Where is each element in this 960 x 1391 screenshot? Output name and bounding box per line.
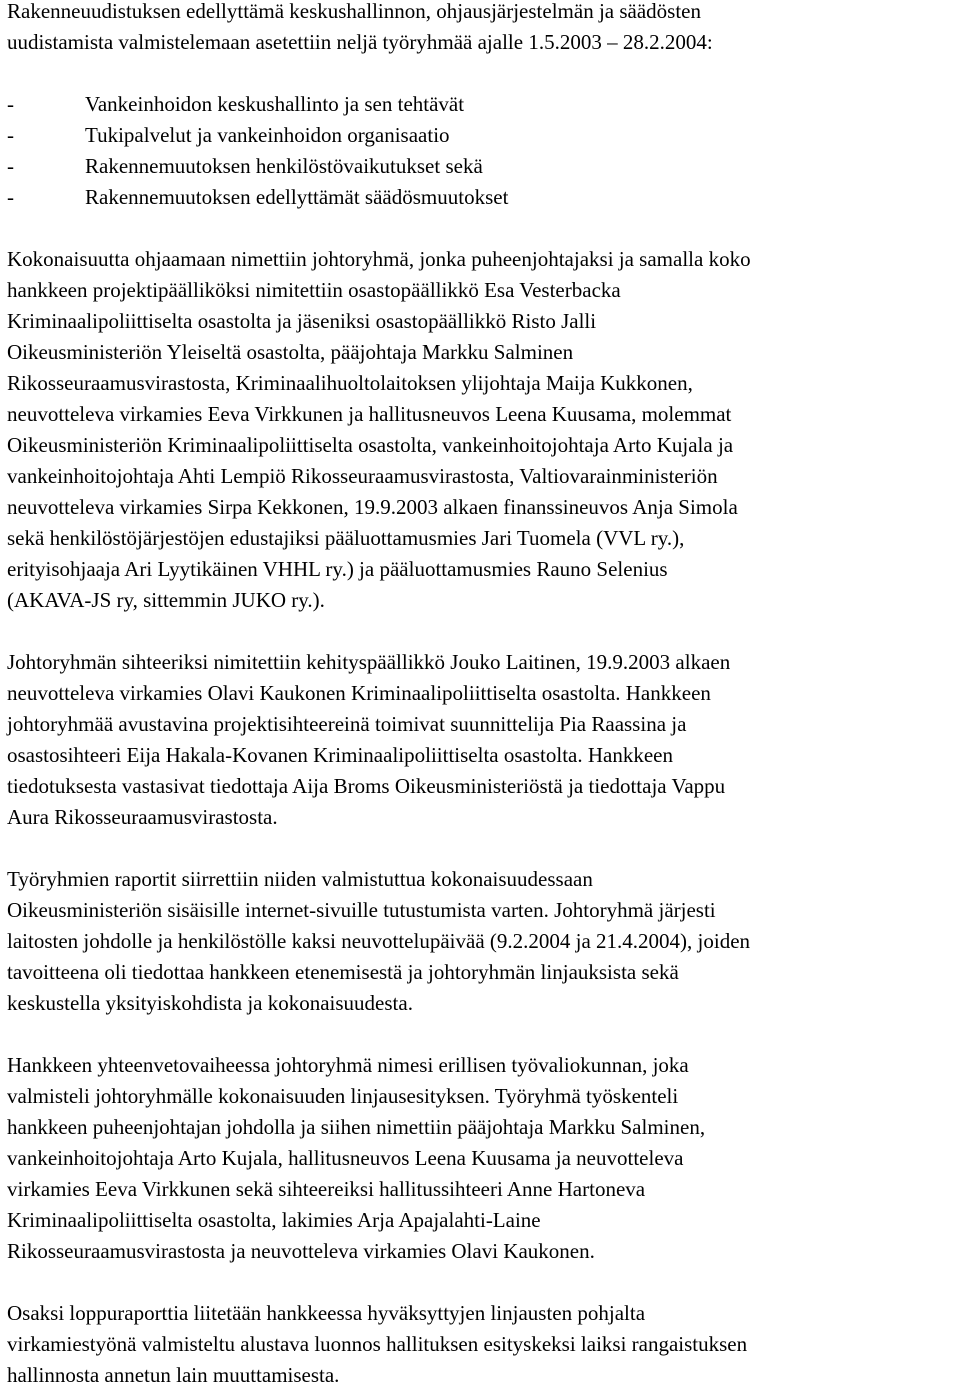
reports-paragraph [7,864,960,1019]
text-line: Työryhmien raportit siirrettiin niiden valmistuttua kokonaisuudessaan [7,867,593,891]
summary-paragraph [7,1050,960,1267]
text-line: Johtoryhmän sihteeriksi nimitettiin kehityspäällikkö Jouko Laitinen, 19.9.2003 alkaen [7,650,731,674]
text-line: Oikeusministeriön Yleiseltä osastolta, pääjohtaja Markku Salminen [7,340,574,364]
text-line: Kriminaalipoliittiselta osastolta, lakimies Arja Apajalahti-Laine [7,1208,541,1232]
working-group-list [7,89,960,213]
list-item-text: Rakennemuutoksen edellyttämät säädösmuutokset [85,185,509,209]
text-line: Hankkeen yhteenvetovaiheessa johtoryhmä nimesi erillisen työvaliokunnan, joka [7,1053,689,1077]
text-line: Kriminaalipoliittiselta osastolta ja jäseniksi osastopäällikkö Risto Jalli [7,309,597,333]
text-line: sekä henkilöstöjärjestöjen edustajiksi pääluottamusmies Jari Tuomela (VVL ry.), [7,526,685,550]
text-line: keskustella yksityiskohdista ja kokonaisuudesta. [7,991,413,1015]
text-line: Aura Rikosseuraamusvirastosta. [7,805,278,829]
text-line: (AKAVA-JS ry, sittemmin JUKO ry.). [7,588,325,612]
text-line: laitosten johdolle ja henkilöstölle kaksi neuvottelupäivää (9.2.2004 ja 21.4.2004), joiden [7,929,751,953]
text-line: vankeinhoitojohtaja Ahti Lempiö Rikosseuraamusvirastosta, Valtiovarainministeriön [7,464,718,488]
secretary-paragraph [7,647,960,833]
text-line: Oikeusministeriön Kriminaalipoliittiselta osastolta, vankeinhoitojohtaja Arto Kujala ja [7,433,734,457]
text-line: Osaksi loppuraporttia liitetään hankkeessa hyväksyttyjen linjausten pohjalta [7,1301,646,1325]
text-line: neuvotteleva virkamies Eeva Virkkunen ja hallitusneuvos Leena Kuusama, molemmat [7,402,732,426]
list-bullet: - [7,154,14,178]
text-line: Rakenneuudistuksen edellyttämä keskushallinnon, ohjausjärjestelmän ja säädösten [7,0,701,23]
text-line: neuvotteleva virkamies Sirpa Kekkonen, 19.9.2003 alkaen finanssineuvos Anja Simola [7,495,738,519]
final-paragraph [7,1298,960,1391]
text-line: virkamies Eeva Virkkunen sekä sihteereiksi hallitussihteeri Anne Hartoneva [7,1177,646,1201]
list-item [7,120,960,151]
text-line: hankkeen projektipäälliköksi nimitettiin osastopäällikkö Esa Vesterbacka [7,278,621,302]
text-line: tavoitteena oli tiedottaa hankkeen etenemisestä ja johtoryhmän linjauksista sekä [7,960,679,984]
list-item [7,151,960,182]
list-item-text: Rakennemuutoksen henkilöstövaikutukset sekä [85,154,483,178]
text-line: neuvotteleva virkamies Olavi Kaukonen Kriminaalipoliittiselta osastolta. Hankkeen [7,681,711,705]
text-line: Rikosseuraamusvirastosta ja neuvotteleva virkamies Olavi Kaukonen. [7,1239,595,1263]
list-item-text: Tukipalvelut ja vankeinhoidon organisaatio [85,123,450,147]
text-line: tiedotuksesta vastasivat tiedottaja Aija Broms Oikeusministeriöstä ja tiedottaja Vappu [7,774,726,798]
list-item-text: Vankeinhoidon keskushallinto ja sen tehtävät [85,92,465,116]
text-line: osastosihteeri Eija Hakala-Kovanen Kriminaalipoliittiselta osastolta. Hankkeen [7,743,673,767]
list-item [7,182,960,213]
text-line: uudistamista valmistelemaan asetettiin neljä työryhmää ajalle 1.5.2003 – 28.2.2004: [7,30,713,54]
steering-group-paragraph [7,244,960,616]
text-line: hallinnosta annetun lain muuttamisesta. [7,1363,340,1387]
text-line: Rikosseuraamusvirastosta, Kriminaalihuoltolaitoksen ylijohtaja Maija Kukkonen, [7,371,693,395]
text-line: valmisteli johtoryhmälle kokonaisuuden linjausesityksen. Työryhmä työskenteli [7,1084,679,1108]
list-bullet: - [7,92,14,116]
list-item [7,89,960,120]
text-line: vankeinhoitojohtaja Arto Kujala, hallitusneuvos Leena Kuusama ja neuvotteleva [7,1146,684,1170]
text-line: hankkeen puheenjohtajan johdolla ja siihen nimettiin pääjohtaja Markku Salminen, [7,1115,706,1139]
text-line: erityisohjaaja Ari Lyytikäinen VHHL ry.) ja pääluottamusmies Rauno Selenius [7,557,668,581]
text-line: Kokonaisuutta ohjaamaan nimettiin johtoryhmä, jonka puheenjohtajaksi ja samalla koko [7,247,751,271]
text-line: Oikeusministeriön sisäisille internet-sivuille tutustumista varten. Johtoryhmä järjesti [7,898,716,922]
intro-paragraph [7,0,960,58]
text-line: johtoryhmää avustavina projektisihteereinä toimivat suunnittelija Pia Raassina ja [7,712,687,736]
list-bullet: - [7,123,14,147]
text-line: virkamiestyönä valmisteltu alustava luonnos hallituksen esityskeksi laiksi rangaistuksen [7,1332,748,1356]
list-bullet: - [7,185,14,209]
